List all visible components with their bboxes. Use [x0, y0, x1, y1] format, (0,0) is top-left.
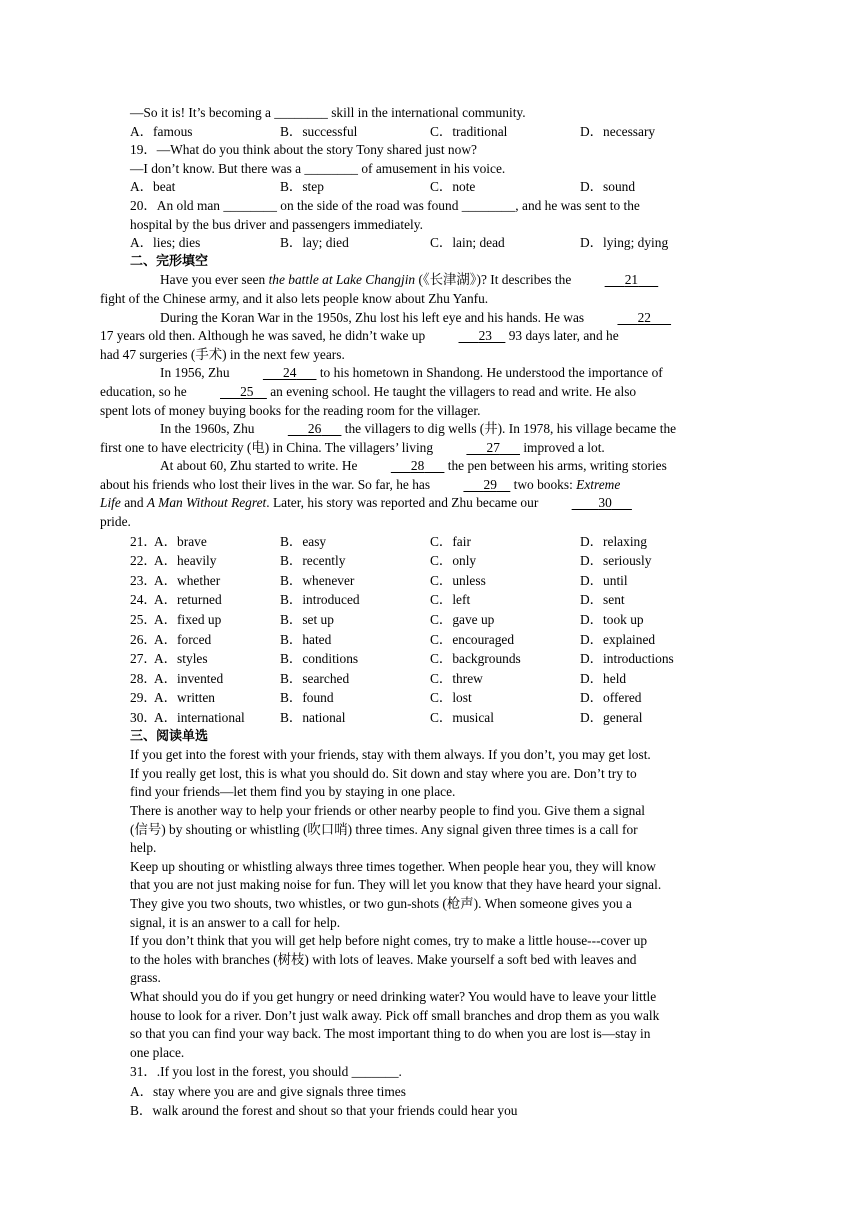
q20-option-d[interactable]: D．lying; dying	[580, 235, 669, 251]
option-b[interactable]: B．conditions	[280, 651, 359, 667]
cloze-question-list	[130, 532, 736, 728]
question-number: 28．	[130, 670, 157, 686]
reading-line: grass.	[130, 970, 161, 986]
reading-passage	[130, 746, 736, 1062]
reading-line: (信号) by shouting or whistling (吹口哨) three times. Any signal given three times is a call for	[130, 821, 638, 837]
reading-section-heading: 三、阅读单选	[130, 728, 209, 744]
question-number: 25．	[130, 612, 157, 628]
cloze-question-row	[130, 551, 736, 571]
question-number: 24．	[130, 592, 157, 608]
blank-27[interactable]: 27	[486, 439, 500, 455]
reading-line: There is another way to help your friends or other nearby people to find you. Give them a signal	[130, 802, 646, 818]
q31-stem: 31．.If you lost in the forest, you should _______.	[130, 1064, 402, 1080]
cloze-text: (《长津湖》)? It describes the	[415, 272, 575, 288]
blank-28[interactable]: 28	[410, 458, 425, 474]
option-b[interactable]: B．introduced	[280, 592, 360, 608]
cloze-text: 17 years old then. Although he was saved, he didn’t wake up	[100, 328, 429, 344]
cloze-text: . Later, his story was reported and Zhu became our	[266, 495, 542, 511]
reading-line: They give you two shouts, two whistles, or two gun-shots (枪声). When someone gives you a	[130, 895, 632, 911]
book-title: A Man Without Regret	[146, 495, 267, 511]
q19-stem-line-2: —I don’t know. But there was a ________ of amusement in his voice.	[130, 160, 506, 176]
cloze-text: At about 60, Zhu started to write. He	[160, 458, 361, 474]
option-d[interactable]: D．took up	[580, 612, 644, 628]
cloze-text: Have you ever seen	[160, 272, 269, 288]
question-number: 26．	[130, 631, 157, 647]
blank-26[interactable]: 26	[307, 421, 322, 437]
q31-option-b[interactable]: B．walk around the forest and shout so that your friends could hear you	[130, 1103, 518, 1119]
cloze-text: spent lots of money buying books for the reading room for the villager.	[100, 402, 481, 418]
cloze-text: 93 days later, and he	[505, 328, 619, 344]
option-d[interactable]: D．seriously	[580, 553, 652, 569]
movie-title: the battle at Lake Changjin	[268, 272, 416, 288]
option-d[interactable]: D．held	[580, 670, 627, 686]
cloze-question-row	[130, 610, 736, 630]
q20-option-a[interactable]: A．lies; dies	[130, 235, 201, 251]
reading-line: that you are not just making noise for fun. They will let you know that they have heard your signal.	[130, 877, 662, 893]
cloze-question-row	[130, 532, 736, 552]
q20-option-b[interactable]: B．lay; died	[280, 235, 349, 251]
option-d[interactable]: D．explained	[580, 631, 656, 647]
option-c[interactable]: C．unless	[430, 572, 486, 588]
option-c[interactable]: C．backgrounds	[430, 651, 521, 667]
question-number: 27．	[130, 651, 157, 667]
option-d[interactable]: D．general	[580, 710, 643, 725]
q20-option-c[interactable]: C．lain; dead	[430, 235, 505, 251]
cloze-text: fight of the Chinese army, and it also lets people know about Zhu Yanfu.	[100, 290, 489, 306]
cloze-question-row	[130, 688, 736, 708]
option-c[interactable]: C．left	[430, 592, 471, 608]
question-number: 30．	[130, 710, 157, 725]
book-title: Life	[100, 495, 121, 511]
cloze-text: the villagers to dig wells (井). In 1978, his village became the	[341, 421, 677, 437]
reading-line: If you don’t think that you will get help before night comes, try to make a little house---cover up	[130, 933, 648, 949]
blank-23[interactable]: 23	[478, 328, 492, 344]
option-b[interactable]: B．easy	[280, 533, 327, 549]
q18-option-b[interactable]: B．successful	[280, 123, 358, 139]
q18-options	[130, 123, 736, 142]
cloze-text: and	[120, 495, 147, 511]
option-a[interactable]: A．styles	[154, 651, 208, 667]
cloze-paragraph-1	[100, 271, 736, 308]
option-d[interactable]: D．offered	[580, 690, 642, 706]
q19-option-b[interactable]: B．step	[280, 179, 324, 195]
reading-line: Keep up shouting or whistling always three times together. When people hear you, they will know	[130, 858, 656, 874]
cloze-question-row	[130, 630, 736, 650]
book-title: Extreme	[576, 476, 621, 492]
cloze-question-row	[130, 649, 736, 669]
cloze-text: about his friends who lost their lives in the war. So far, he has	[100, 476, 434, 492]
reading-line: signal, it is an answer to a call for help.	[130, 914, 341, 930]
reading-line: to the holes with branches (树枝) with lots of leaves. Make yourself a soft bed with leaves and	[130, 951, 637, 967]
cloze-text: had 47 surgeries (手术) in the next few years.	[100, 346, 345, 362]
option-a[interactable]: A．fixed up	[154, 612, 222, 628]
cloze-text: education, so he	[100, 383, 190, 399]
q20-stem-line-1: 20．An old man ________ on the side of the road was found ________, and he was sent to the	[130, 197, 640, 213]
cloze-paragraph-2	[100, 309, 736, 365]
reading-line: house to look for a river. Don’t just walk away. Pick off small branches and drop them as you walk	[130, 1007, 660, 1023]
reading-line: What should you do if you get hungry or need drinking water? You would have to leave your little	[130, 988, 657, 1004]
q19-options	[130, 178, 736, 197]
cloze-question-row	[130, 708, 736, 728]
cloze-paragraph-4	[100, 420, 736, 457]
question-number: 23．	[130, 572, 157, 588]
question-number: 29．	[130, 690, 157, 706]
cloze-question-row	[130, 669, 736, 689]
option-a[interactable]: A．international	[154, 710, 245, 725]
q18-option-c[interactable]: C．traditional	[430, 123, 508, 139]
cloze-question-row	[130, 590, 736, 610]
option-b[interactable]: B．recently	[280, 553, 346, 569]
q18-stem-line: —So it is! It’s becoming a ________ skill in the international community.	[130, 105, 526, 120]
blank-21[interactable]: 21	[624, 272, 639, 288]
q20-options	[130, 234, 736, 253]
cloze-text: two books:	[510, 476, 577, 492]
option-c[interactable]: C．gave up	[430, 612, 495, 628]
option-b[interactable]: B．searched	[280, 670, 350, 686]
reading-line: one place.	[130, 1044, 185, 1060]
option-c[interactable]: C．encouraged	[430, 631, 515, 647]
option-c[interactable]: C．threw	[430, 670, 483, 686]
option-a[interactable]: A．heavily	[154, 553, 217, 569]
cloze-text: to his hometown in Shandong. He understood the importance of	[316, 365, 663, 381]
option-d[interactable]: D．sent	[580, 592, 625, 608]
option-a[interactable]: A．brave	[154, 533, 207, 549]
reading-line: If you really get lost, this is what you should do. Sit down and stay where you are. Don’t try to	[130, 765, 637, 781]
cloze-text: During the Koran War in the 1950s, Zhu lost his left eye and his hands. He was	[160, 309, 588, 325]
question-number: 21．	[130, 533, 157, 549]
option-a[interactable]: A．invented	[154, 670, 224, 686]
option-b[interactable]: B．whenever	[280, 572, 355, 588]
q31-option-a[interactable]: A．stay where you are and give signals three times	[130, 1083, 406, 1099]
cloze-text: first one to have electricity (电) in China. The villagers’ living	[100, 439, 437, 455]
reading-line: help.	[130, 840, 157, 856]
option-a[interactable]: A．returned	[154, 592, 222, 608]
option-d[interactable]: D．introductions	[580, 651, 674, 667]
option-c[interactable]: C．fair	[430, 533, 471, 549]
q20-stem-line-2: hospital by the bus driver and passengers immediately.	[130, 216, 423, 232]
cloze-text: improved a lot.	[519, 439, 605, 455]
cloze-text: an evening school. He taught the villagers to read and write. He also	[266, 383, 637, 399]
cloze-paragraph-5	[100, 457, 736, 531]
cloze-question-row	[130, 571, 736, 591]
q19-option-c[interactable]: C．note	[430, 179, 476, 195]
reading-line: so that you can find your way back. The most important thing to do when you are lost is—stay in	[130, 1026, 651, 1042]
blank-30[interactable]: 30	[598, 495, 612, 511]
option-c[interactable]: C．only	[430, 553, 477, 569]
option-b[interactable]: B．hated	[280, 631, 332, 647]
cloze-text: In 1956, Zhu	[160, 365, 233, 381]
cloze-text: pride.	[100, 514, 131, 530]
cloze-paragraph-3	[100, 364, 736, 420]
reading-line: find your friends—let them find you by staying in one place.	[130, 784, 456, 800]
option-d[interactable]: D．until	[580, 572, 628, 588]
blank-22[interactable]: 22	[637, 309, 651, 325]
blank-24[interactable]: 24	[283, 365, 297, 381]
q18-option-d[interactable]: D．necessary	[580, 123, 656, 139]
reading-line: If you get into the forest with your friends, stay with them always. If you don’t, you may get lost.	[130, 747, 651, 763]
cloze-section-heading: 二、完形填空	[130, 253, 209, 269]
option-a[interactable]: A．forced	[154, 631, 212, 647]
q19-option-d[interactable]: D．sound	[580, 179, 636, 195]
option-c[interactable]: C．lost	[430, 690, 472, 706]
q19-option-a[interactable]: A．beat	[130, 179, 176, 195]
option-b[interactable]: B．national	[280, 710, 346, 725]
q18-option-a[interactable]: A．famous	[130, 123, 193, 139]
cloze-text: In the 1960s, Zhu	[160, 421, 258, 437]
cloze-text: the pen between his arms, writing stories	[444, 458, 667, 474]
option-a[interactable]: A．written	[154, 690, 215, 706]
blank-25[interactable]: 25	[240, 383, 254, 399]
blank-29[interactable]: 29	[483, 476, 497, 492]
question-number: 22．	[130, 553, 157, 569]
option-d[interactable]: D．relaxing	[580, 533, 647, 549]
option-a[interactable]: A．whether	[154, 572, 221, 588]
option-b[interactable]: B．found	[280, 690, 334, 706]
q19-stem-line-1: 19．—What do you think about the story Tony shared just now?	[130, 142, 477, 158]
option-b[interactable]: B．set up	[280, 612, 334, 628]
option-c[interactable]: C．musical	[430, 710, 494, 725]
document-page	[100, 104, 736, 1121]
